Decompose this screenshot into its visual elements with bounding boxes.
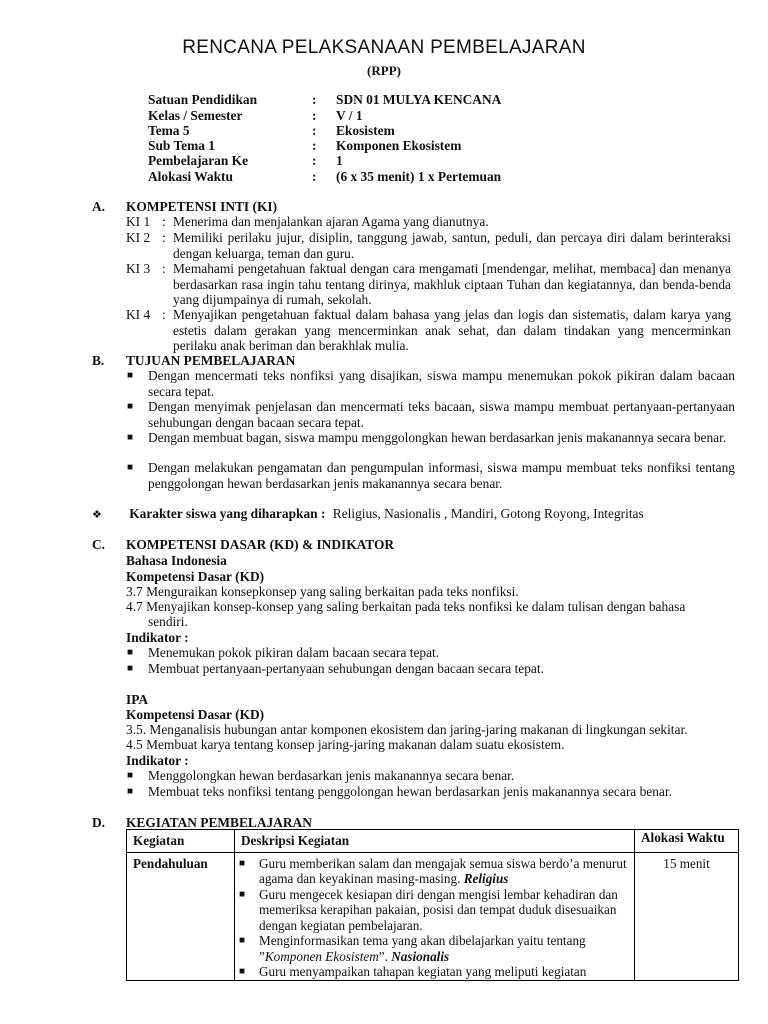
- bullet-icon: ■: [127, 462, 134, 473]
- tujuan-text: Dengan melakukan pengamatan dan pengumpulan informasi, siswa mampu membuat teks nonfiksi tentang penggolongan hewan berdasarkan jenis makanannya secara benar.: [148, 460, 735, 491]
- deskripsi-list: [237, 856, 628, 980]
- topic-text: Komponen Ekosistem: [264, 948, 379, 964]
- column-header: Alokasi Waktu: [635, 830, 739, 853]
- identity-label: Tema 5: [148, 123, 190, 138]
- identity-row-kelas: [148, 108, 598, 124]
- indikator-text: Menggolongkan hewan berdasarkan jenis makanannya secara benar.: [148, 768, 515, 783]
- ki-colon: :: [162, 214, 166, 229]
- bullet-icon: ■: [127, 786, 134, 797]
- tujuan-text: Dengan menyimak penjelasan dan mencermati teks bacaan, siswa mampu membuat pertanyaan-pertanyaan sehubungan dengan bacaan secara tepat.: [148, 399, 735, 430]
- identity-row-satuan: [148, 92, 598, 108]
- tujuan-text: Dengan membuat bagan, siswa mampu menggolongkan hewan berdasarkan jenis makanannya secara benar.: [148, 430, 727, 445]
- identity-value: Ekosistem: [336, 123, 395, 138]
- identity-row-pembelajaran: [148, 153, 598, 169]
- ki-text: Memahami pengetahuan faktual dengan cara mengamati [mendengar, melihat, membaca] dan menanya berdasarkan rasa ingin tahu tentang dirinya, makhluk ciptaan Tuhan dan kegiatannya, dan benda-benda yang dijumpainya di rumah, sekolah.: [173, 261, 731, 307]
- bullet-icon: ■: [127, 370, 134, 381]
- bullet-icon: ■: [239, 935, 246, 946]
- tujuan-item: [126, 460, 735, 491]
- kd-item: 4.5 Membuat karya tentang konsep jaring-jaring makanan dalam suatu ekosistem.: [126, 737, 565, 752]
- indikator-item: [126, 784, 735, 800]
- alokasi-cell: 15 menit: [635, 852, 739, 980]
- tujuan-item: [126, 430, 735, 446]
- identity-label: Pembelajaran Ke: [148, 153, 249, 168]
- tujuan-item: [126, 368, 735, 399]
- kd-heading: Kompetensi Dasar (KD): [126, 569, 265, 584]
- list-item: [237, 887, 628, 934]
- section-title: TUJUAN PEMBELAJARAN: [126, 353, 296, 368]
- indikator-item: [126, 645, 735, 661]
- bullet-icon: ■: [239, 966, 246, 977]
- kd-item: 3.5. Menganalisis hubungan antar komponen ekosistem dan jaring-jaring makanan di lingkungan sekitar.: [126, 722, 688, 737]
- bullet-icon: ■: [239, 888, 246, 900]
- identity-colon: :: [312, 169, 317, 184]
- deskripsi-text: Guru mengecek kesiapan diri dengan mengisi lembar kehadiran dan memeriksa kerapihan pakaian, posisi dan tempat duduk disesuaikan dengan kegiatan pembelajaran.: [259, 886, 618, 933]
- kd-item-continuation: sendiri.: [148, 614, 188, 629]
- ki-text: Menyajikan pengetahuan faktual dalam bahasa yang jelas dan logis dan sistematis, dalam karya yang estetis dalam gerakan yang mencerminkan anak sehat, dan dalam tindakan yang mencerminkan perilaku anak beriman dan berakhlak mulia.: [173, 307, 731, 353]
- ki-text: Menerima dan menjalankan ajaran Agama yang dianutnya.: [173, 214, 489, 229]
- indikator-item: [126, 768, 735, 784]
- ki-item: [126, 214, 731, 230]
- kd-item: 4.7 Menyajikan konsep-konsep yang saling berkaitan pada teks nonfiksi ke dalam tulisan dengan bahasa: [126, 599, 686, 614]
- column-header: Deskripsi Kegiatan: [235, 830, 635, 853]
- list-item: [237, 964, 628, 980]
- subject-ipa: IPA: [126, 692, 149, 707]
- identity-row-tema: [148, 123, 598, 139]
- ki-code: KI 4: [126, 307, 151, 322]
- section-title: KEGIATAN PEMBELAJARAN: [126, 815, 312, 830]
- tujuan-item: [126, 399, 735, 430]
- karakter-value: Religius, Nasionalis , Mandiri, Gotong Royong, Integritas: [332, 506, 644, 521]
- bullet-icon: ■: [239, 857, 246, 869]
- identity-label: Kelas / Semester: [148, 108, 243, 123]
- bullet-icon: ■: [127, 663, 134, 674]
- section-letter: D.: [92, 815, 106, 830]
- ki-colon: :: [162, 261, 166, 276]
- ki-code: KI 1: [126, 214, 151, 229]
- deskripsi-text: Menginformasikan tema yang akan dibelajarkan yaitu tentang ”: [259, 933, 586, 964]
- ki-item: [126, 261, 731, 308]
- identity-colon: :: [312, 108, 317, 123]
- ki-code: KI 2: [126, 230, 151, 245]
- deskripsi-text: Guru menyampaikan tahapan kegiatan yang meliputi kegiatan: [259, 964, 587, 979]
- bullet-icon: ■: [127, 401, 134, 412]
- diamond-bullet-icon: ❖: [92, 509, 102, 521]
- table-header-row: [127, 830, 739, 853]
- section-letter: B.: [92, 353, 105, 368]
- indikator-heading: Indikator :: [126, 753, 189, 768]
- document-subtitle: (RPP): [367, 63, 401, 78]
- identity-colon: :: [312, 138, 317, 153]
- indikator-text: Membuat teks nonfiksi tentang penggolongan hewan berdasarkan jenis makanannya secara benar.: [148, 784, 672, 799]
- identity-row-subtema: [148, 138, 598, 154]
- identity-colon: :: [312, 153, 317, 168]
- ki-text: Memiliki perilaku jujur, disiplin, tanggung jawab, santun, peduli, dan percaya diri dalam berinteraksi dengan keluarga, teman dan guru.: [173, 230, 731, 261]
- section-letter: A.: [92, 199, 106, 214]
- ki-code: KI 3: [126, 261, 151, 276]
- bullet-icon: ■: [127, 770, 134, 781]
- identity-value: (6 x 35 menit) 1 x Pertemuan: [336, 169, 502, 184]
- kegiatan-table: [126, 829, 739, 981]
- identity-label: Alokasi Waktu: [148, 169, 233, 184]
- indikator-heading: Indikator :: [126, 630, 189, 645]
- deskripsi-cell: [235, 852, 635, 980]
- bullet-icon: ■: [127, 647, 134, 658]
- list-item: [237, 856, 628, 887]
- section-letter: C.: [92, 537, 106, 552]
- ki-item: [126, 307, 731, 354]
- ki-item: [126, 230, 731, 261]
- identity-value: Komponen Ekosistem: [336, 138, 462, 153]
- identity-label: Sub Tema 1: [148, 138, 215, 153]
- table-row: [127, 852, 739, 980]
- karakter-label: Karakter siswa yang diharapkan :: [129, 506, 326, 521]
- section-title: KOMPETENSI INTI (KI): [126, 199, 278, 214]
- subject-bahasa: Bahasa Indonesia: [126, 553, 227, 568]
- ki-colon: :: [162, 230, 166, 245]
- kd-heading: Kompetensi Dasar (KD): [126, 707, 265, 722]
- bullet-icon: ■: [127, 432, 134, 443]
- tujuan-text: Dengan mencermati teks nonfiksi yang disajikan, siswa mampu menemukan pokok pikiran dalam bacaan secara tepat.: [148, 368, 735, 399]
- indikator-text: Menemukan pokok pikiran dalam bacaan secara tepat.: [148, 645, 440, 660]
- identity-colon: :: [312, 123, 317, 138]
- document-title: RENCANA PELAKSANAAN PEMBELAJARAN: [182, 37, 586, 58]
- identity-value: SDN 01 MULYA KENCANA: [336, 92, 502, 107]
- column-header: Kegiatan: [127, 830, 235, 853]
- kegiatan-cell: Pendahuluan: [127, 852, 235, 980]
- character-tag: Nasionalis: [391, 948, 450, 964]
- karakter-line: [92, 506, 644, 524]
- deskripsi-text: Guru memberikan salam dan mengajak semua siswa berdo’a menurut agama dan keyakinan masing-masing.: [259, 855, 627, 886]
- kd-item: 3.7 Menguraikan konsepkonsep yang saling berkaitan pada teks nonfiksi.: [126, 584, 519, 599]
- identity-label: Satuan Pendidikan: [148, 92, 258, 107]
- identity-colon: :: [312, 92, 317, 107]
- section-title: KOMPETENSI DASAR (KD) & INDIKATOR: [126, 537, 395, 552]
- identity-value: 1: [336, 153, 343, 168]
- indikator-text: Membuat pertanyaan-pertanyaan sehubungan dengan bacaan secara tepat.: [148, 661, 544, 676]
- identity-value: V / 1: [336, 108, 363, 123]
- ki-colon: :: [162, 307, 166, 322]
- indikator-item: [126, 661, 735, 677]
- list-item: [237, 933, 628, 964]
- deskripsi-text: ”.: [378, 948, 392, 964]
- identity-row-alokasi: [148, 169, 598, 185]
- character-tag: Religius: [463, 871, 509, 886]
